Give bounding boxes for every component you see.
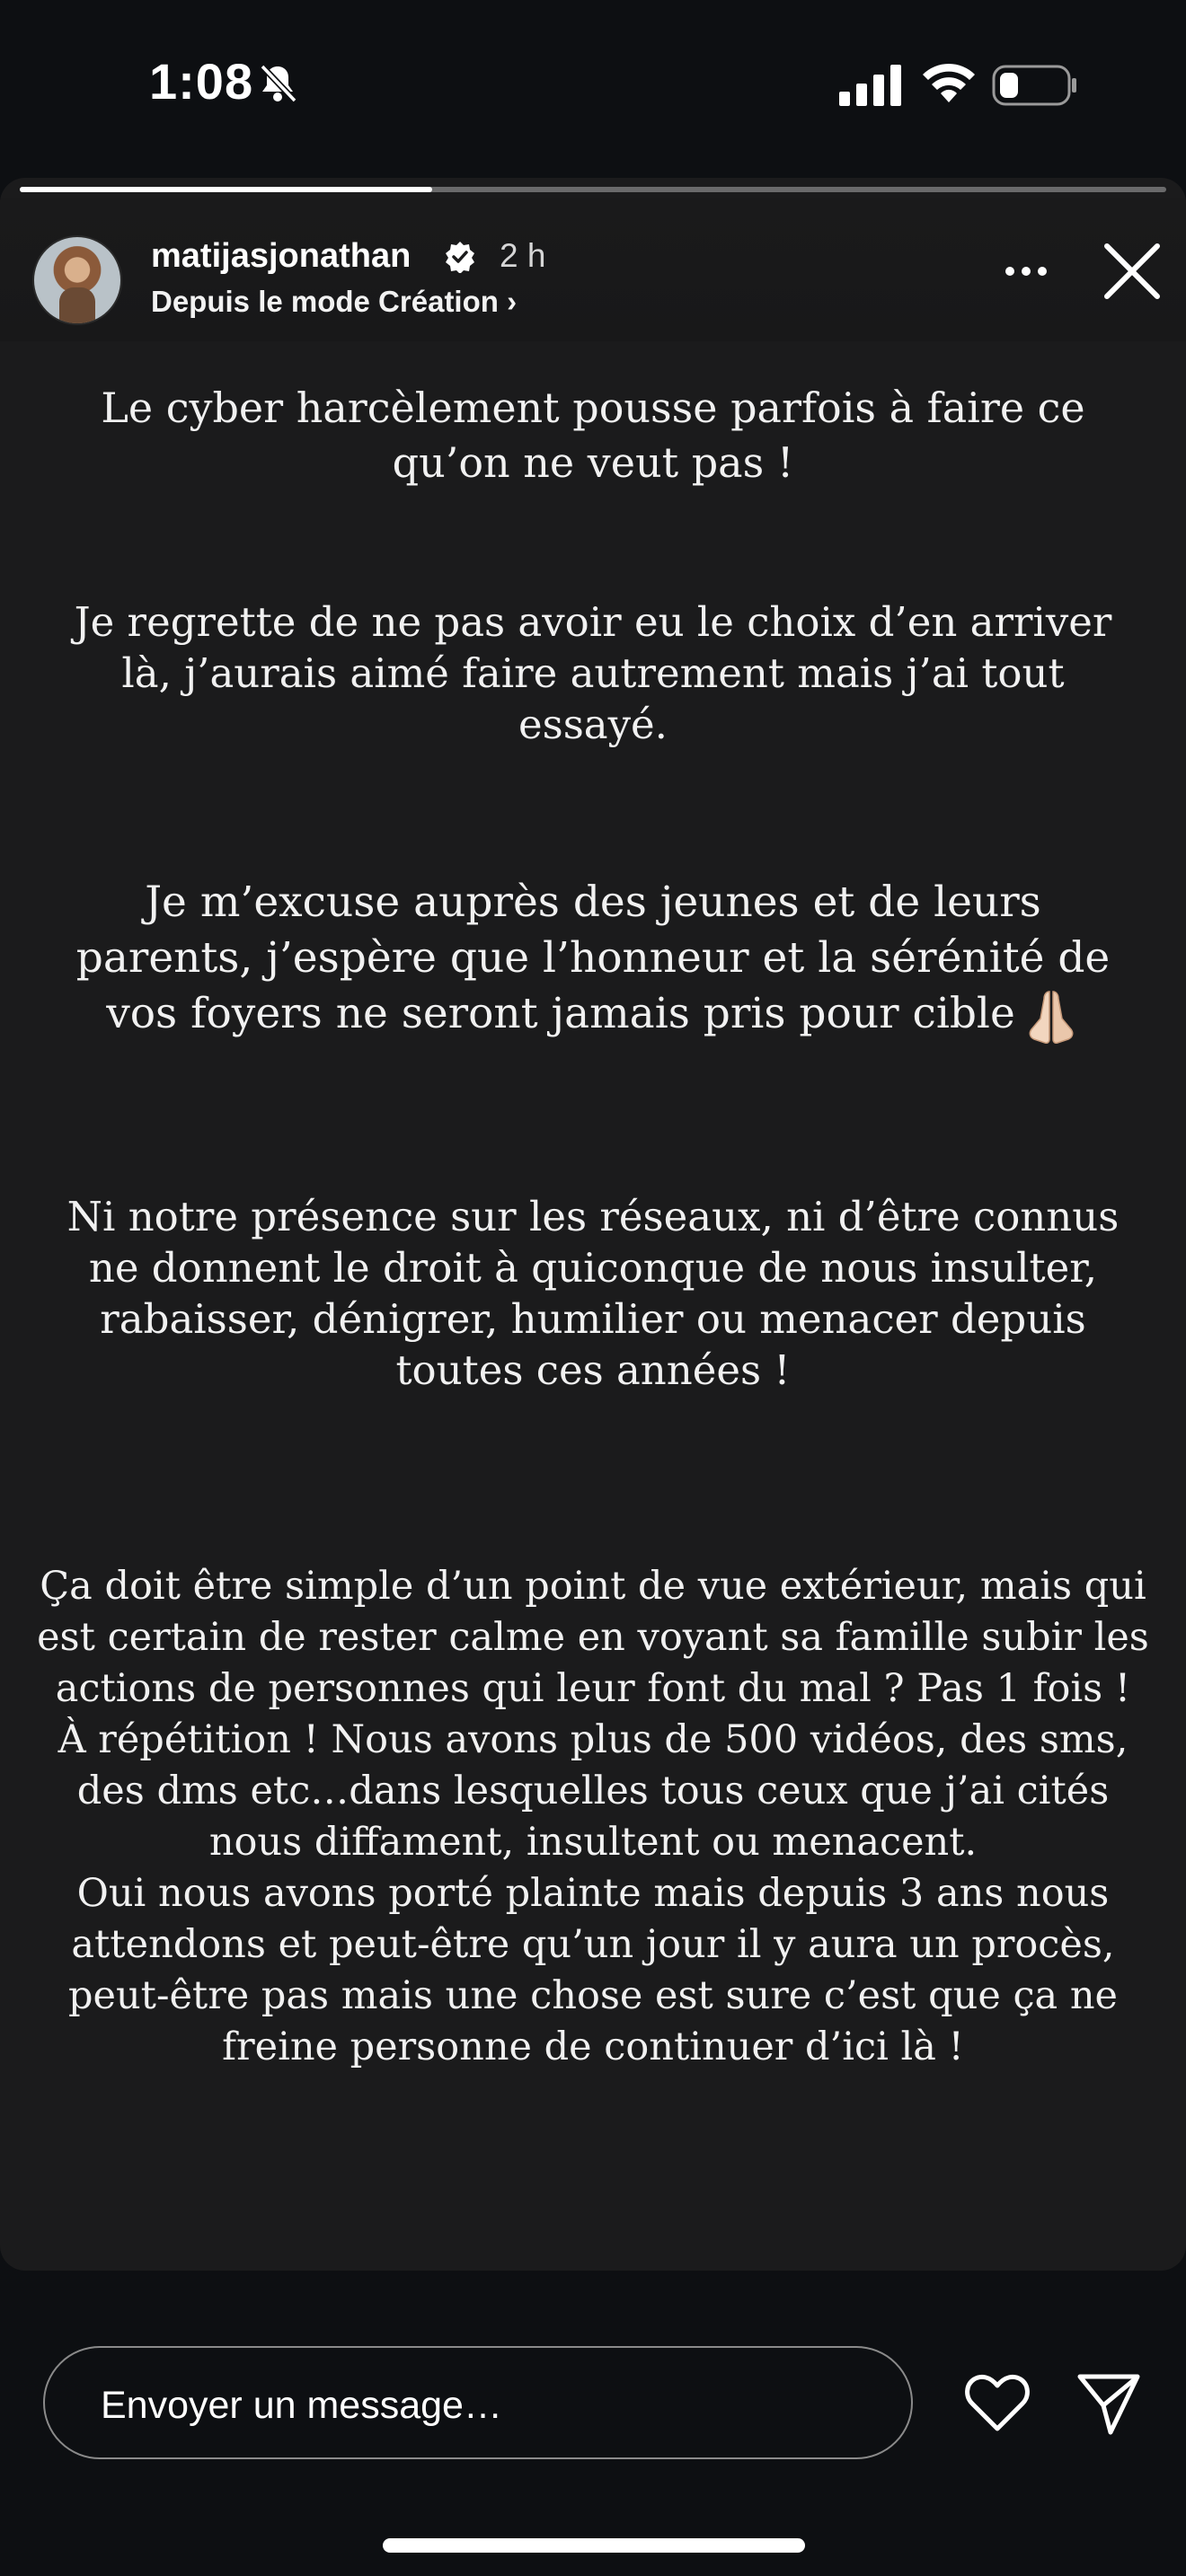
wifi-icon: [920, 59, 978, 104]
message-input[interactable]: [43, 2346, 913, 2459]
close-button[interactable]: [1100, 239, 1164, 304]
bell-slash-icon: [255, 61, 300, 106]
status-bar: [0, 0, 1186, 171]
heart-icon[interactable]: [963, 2371, 1031, 2434]
story-header: [0, 198, 1186, 341]
home-indicator[interactable]: [383, 2538, 805, 2553]
story-paragraph-3: [54, 875, 1132, 1045]
signal-icon: [839, 65, 902, 106]
praying-hands-icon: [1022, 988, 1080, 1045]
battery-icon: [992, 65, 1078, 106]
story-username[interactable]: matijasjonathan: [151, 237, 412, 275]
send-icon[interactable]: [1075, 2369, 1143, 2438]
story-paragraph-4: Ni notre présence sur les réseaux, ni d’être connus ne donnent le droit à quiconque de nous insulter, rabaisser, dénigrer, humilier ou menacer depuis toutes ces années !: [66, 1193, 1120, 1394]
story-paragraph-6-text: Oui nous avons porté plainte mais depuis 3 ans nous attendons et peut-être qu’un jour il y aura un procès, peut-être pas mais une chose est sure c’est que ça ne freine personne de continuer d’ici là !: [68, 1871, 1118, 2069]
message-placeholder: Envoyer un message…: [101, 2384, 502, 2427]
story-progress-bar: [20, 187, 1166, 192]
story-paragraph-2: Je regrette de ne pas avoir eu le choix d’en arriver là, j’aurais aimé faire autrement mais j’ai tout essayé.: [74, 598, 1112, 748]
verified-badge-icon: [444, 241, 476, 273]
story-time-ago: 2 h: [500, 237, 546, 274]
status-time: 1:08: [149, 53, 254, 110]
avatar[interactable]: [32, 235, 122, 325]
story-card[interactable]: [0, 178, 1186, 2271]
story-paragraph-5: [36, 1561, 1150, 2073]
story-paragraph-3-text: Je m’excuse auprès des jeunes et de leurs parents, j’espère que l’honneur et la sérénité de vos foyers ne seront jamais pris pour cible: [75, 878, 1111, 1038]
more-options-button[interactable]: [997, 251, 1055, 291]
creation-mode-link[interactable]: Depuis le mode Création ›: [151, 285, 518, 318]
story-paragraph-5-text: Ça doit être simple d’un point de vue extérieur, mais qui est certain de rester calme en voyant sa famille subir les actions de personnes qui leur font du mal ? Pas 1 fois ! À répétition ! Nous avons plus de 500 vidéos, des sms, des dms etc…dans lesquelles tous ceux que j’ai cités nous diffament, insultent ou menacent.: [37, 1564, 1149, 1865]
story-progress-fill: [20, 187, 432, 192]
story-paragraph-1: Le cyber harcèlement pousse parfois à faire ce qu’on ne veut pas !: [101, 384, 1085, 487]
